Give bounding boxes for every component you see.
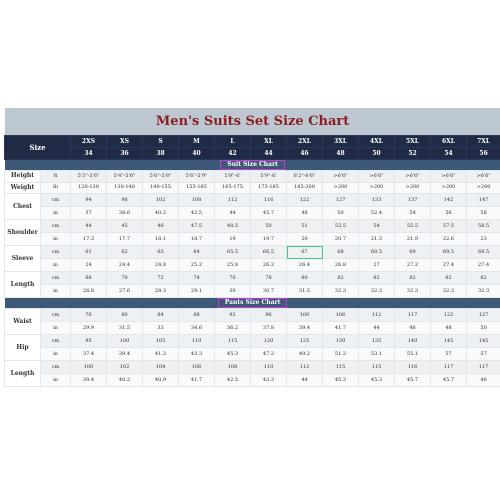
value-cell: 37.8 xyxy=(251,322,287,335)
measure-label: Sleeve xyxy=(5,246,41,272)
size-number-cell: 48 xyxy=(323,148,359,160)
value-cell: 39.4 xyxy=(107,348,143,361)
value-cell: 69.5 xyxy=(431,246,467,259)
value-cell: 24.4 xyxy=(107,259,143,272)
pants-section-title: Pants Size Chart xyxy=(218,298,288,308)
value-cell: 5'6"-5'8" xyxy=(143,171,179,183)
measure-label: Hip xyxy=(5,335,41,361)
value-cell: 108 xyxy=(215,361,251,374)
unit-cell: cm xyxy=(41,194,71,207)
pants-section-header-row xyxy=(5,298,500,309)
value-cell: 48.5 xyxy=(215,220,251,233)
value-cell: 140-155 xyxy=(143,182,179,194)
value-cell: 26.8 xyxy=(323,259,359,272)
value-cell: 106 xyxy=(179,361,215,374)
value-cell: 20.7 xyxy=(323,233,359,246)
value-cell: 45.7 xyxy=(431,374,467,387)
table-row xyxy=(5,309,500,322)
value-cell: 82 xyxy=(359,272,395,285)
value-cell: >200 xyxy=(323,182,359,194)
suit-section-title: Suit Size Chart xyxy=(220,160,285,170)
value-cell: 19 xyxy=(215,233,251,246)
value-cell: 25.2 xyxy=(179,259,215,272)
size-letter-cell: 7XL xyxy=(467,136,500,148)
value-cell: 120-130 xyxy=(71,182,107,194)
value-cell: 48 xyxy=(431,322,467,335)
value-cell: >200 xyxy=(395,182,431,194)
measure-label: Shoulder xyxy=(5,220,41,246)
value-cell: 41.7 xyxy=(179,374,215,387)
value-cell: 76 xyxy=(71,309,107,322)
size-number-cell: 50 xyxy=(359,148,395,160)
size-letter-cell: 2XL xyxy=(287,136,323,148)
value-cell: 145 xyxy=(431,335,467,348)
value-cell: 130-140 xyxy=(107,182,143,194)
value-cell: 117 xyxy=(467,361,500,374)
value-cell: 54 xyxy=(359,220,395,233)
value-cell: 84 xyxy=(143,309,179,322)
size-letter-cell: 3XL xyxy=(323,136,359,148)
value-cell: 76 xyxy=(215,272,251,285)
value-cell: 40.2 xyxy=(107,374,143,387)
value-cell: 105 xyxy=(143,335,179,348)
value-cell: 64 xyxy=(179,246,215,259)
value-cell: 40.2 xyxy=(143,207,179,220)
table-row xyxy=(5,348,500,361)
size-letters-row xyxy=(5,136,500,148)
value-cell: 112 xyxy=(287,361,323,374)
value-cell: 95 xyxy=(71,335,107,348)
value-cell: 94 xyxy=(71,194,107,207)
value-cell: 127 xyxy=(323,194,359,207)
value-cell: 50 xyxy=(251,220,287,233)
value-cell: 42.5 xyxy=(179,207,215,220)
size-letter-cell: S xyxy=(143,136,179,148)
value-cell: 68 xyxy=(323,246,359,259)
unit-cell: cm xyxy=(41,309,71,322)
value-cell: >200 xyxy=(467,182,500,194)
value-cell: 43.3 xyxy=(251,374,287,387)
value-cell: 82 xyxy=(467,272,500,285)
size-number-cell: 38 xyxy=(143,148,179,160)
value-cell: >6'6" xyxy=(359,171,395,183)
value-cell: 65.5 xyxy=(215,246,251,259)
value-cell: 125 xyxy=(287,335,323,348)
size-numbers-row xyxy=(5,148,500,160)
value-cell: 46 xyxy=(395,322,431,335)
size-number-cell: 52 xyxy=(395,148,431,160)
measure-label: Chest xyxy=(5,194,41,220)
unit-cell: in xyxy=(41,207,71,220)
value-cell: 66.5 xyxy=(251,246,287,259)
value-cell: 42.5 xyxy=(215,374,251,387)
value-cell: 117 xyxy=(431,361,467,374)
value-cell: 26.8 xyxy=(71,285,107,298)
value-cell: 106 xyxy=(323,309,359,322)
table-row xyxy=(5,374,500,387)
table-row xyxy=(5,322,500,335)
value-cell: 45.3 xyxy=(359,374,395,387)
table-row xyxy=(5,207,500,220)
value-cell: 26.2 xyxy=(251,259,287,272)
size-letter-cell: 4XL xyxy=(359,136,395,148)
value-cell: 46 xyxy=(467,374,500,387)
value-cell: 135 xyxy=(359,335,395,348)
value-cell: 165-175 xyxy=(215,182,251,194)
size-letter-cell: L xyxy=(215,136,251,148)
value-cell: 20 xyxy=(287,233,323,246)
value-cell: 115 xyxy=(359,361,395,374)
value-cell: 30.7 xyxy=(251,285,287,298)
value-cell: 39.4 xyxy=(71,374,107,387)
value-cell: 102 xyxy=(143,194,179,207)
size-number-cell: 54 xyxy=(431,148,467,160)
table-row xyxy=(5,246,500,259)
title-row xyxy=(5,108,500,136)
value-cell: 36.2 xyxy=(215,322,251,335)
value-cell: 78 xyxy=(251,272,287,285)
value-cell: 40.9 xyxy=(143,374,179,387)
value-cell: 44 xyxy=(215,207,251,220)
value-cell: 19.7 xyxy=(251,233,287,246)
size-number-cell: 46 xyxy=(287,148,323,160)
chart-title: Men's Suits Set Size Chart xyxy=(155,114,350,129)
value-cell: 52.4 xyxy=(359,207,395,220)
value-cell: 54 xyxy=(395,207,431,220)
table-row xyxy=(5,182,500,194)
value-cell: 137 xyxy=(395,194,431,207)
value-cell: 44 xyxy=(287,374,323,387)
value-cell: 30 xyxy=(215,285,251,298)
value-cell: 17.3 xyxy=(71,233,107,246)
value-cell: 110 xyxy=(251,361,287,374)
unit-cell: cm xyxy=(41,246,71,259)
value-cell: 58.5 xyxy=(467,220,500,233)
value-cell: 115 xyxy=(323,361,359,374)
unit-cell: lb xyxy=(41,182,71,194)
value-cell: 52.5 xyxy=(323,220,359,233)
value-cell: 28.3 xyxy=(143,285,179,298)
value-cell: 57.5 xyxy=(431,220,467,233)
value-cell: 72 xyxy=(143,272,179,285)
value-cell: 68 xyxy=(71,272,107,285)
value-cell: 98 xyxy=(107,194,143,207)
value-cell: 5'9"-6' xyxy=(251,171,287,183)
value-cell: 41.3 xyxy=(143,348,179,361)
value-cell: 47.5 xyxy=(179,220,215,233)
value-cell: 82 xyxy=(431,272,467,285)
value-cell: 88 xyxy=(179,309,215,322)
value-cell: 80 xyxy=(107,309,143,322)
value-cell: 108 xyxy=(179,194,215,207)
value-cell: 5'6"-5'9" xyxy=(179,171,215,183)
value-cell: 33 xyxy=(143,322,179,335)
value-cell: 100 xyxy=(71,361,107,374)
value-cell: 29.1 xyxy=(179,285,215,298)
size-number-cell: 42 xyxy=(215,148,251,160)
value-cell: >6'6" xyxy=(323,171,359,183)
table-row xyxy=(5,171,500,183)
value-cell: 51.2 xyxy=(323,348,359,361)
size-letter-cell: 6XL xyxy=(431,136,467,148)
value-cell: 21.3 xyxy=(359,233,395,246)
value-cell: >200 xyxy=(431,182,467,194)
table-row xyxy=(5,233,500,246)
unit-cell: ft xyxy=(41,171,71,183)
value-cell: 120 xyxy=(251,335,287,348)
value-cell: >6'6" xyxy=(431,171,467,183)
value-cell: 68.5 xyxy=(359,246,395,259)
value-cell: 102 xyxy=(107,361,143,374)
unit-cell: in xyxy=(41,348,71,361)
value-cell: >200 xyxy=(359,182,395,194)
value-cell: >6'6" xyxy=(395,171,431,183)
value-cell: 44 xyxy=(71,220,107,233)
value-cell: 43.3 xyxy=(179,348,215,361)
value-cell: 122 xyxy=(431,309,467,322)
measure-label: Height xyxy=(5,171,41,183)
value-cell: 34.6 xyxy=(179,322,215,335)
unit-cell: in xyxy=(41,233,71,246)
value-cell: 53.1 xyxy=(359,348,395,361)
value-cell: 27.2 xyxy=(395,259,431,272)
value-cell: 45.3 xyxy=(323,374,359,387)
value-cell: 27.4 xyxy=(431,259,467,272)
value-cell: 100 xyxy=(287,309,323,322)
value-cell: 61 xyxy=(71,246,107,259)
measure-label: Length xyxy=(5,361,41,387)
measure-label: Waist xyxy=(5,309,41,335)
table-row xyxy=(5,194,500,207)
value-cell: 37 xyxy=(71,207,107,220)
value-cell: 55.5 xyxy=(395,220,431,233)
value-cell: 47.2 xyxy=(251,348,287,361)
size-letter-cell: 5XL xyxy=(395,136,431,148)
size-number-cell: 34 xyxy=(71,148,107,160)
table-row xyxy=(5,259,500,272)
value-cell: 155-165 xyxy=(179,182,215,194)
value-cell: 45.3 xyxy=(215,348,251,361)
size-number-cell: 40 xyxy=(179,148,215,160)
value-cell: 74 xyxy=(179,272,215,285)
value-cell: 26.4 xyxy=(287,259,323,272)
value-cell: 67 xyxy=(287,246,323,259)
suit-section-header-row xyxy=(5,160,500,171)
value-cell: 57 xyxy=(467,348,500,361)
value-cell: 32.3 xyxy=(467,285,500,298)
unit-cell: in xyxy=(41,374,71,387)
value-cell: 46 xyxy=(143,220,179,233)
table-row xyxy=(5,220,500,233)
size-letter-cell: XS xyxy=(107,136,143,148)
value-cell: 112 xyxy=(359,309,395,322)
value-cell: 27 xyxy=(359,259,395,272)
value-cell: 45 xyxy=(107,220,143,233)
value-cell: 41.7 xyxy=(323,322,359,335)
table-row xyxy=(5,361,500,374)
size-chart xyxy=(4,108,496,394)
value-cell: 50 xyxy=(323,207,359,220)
value-cell: 51 xyxy=(287,220,323,233)
value-cell: 32.3 xyxy=(359,285,395,298)
value-cell: 70 xyxy=(107,272,143,285)
value-cell: 116 xyxy=(395,361,431,374)
value-cell: 82 xyxy=(395,272,431,285)
unit-cell: in xyxy=(41,259,71,272)
value-cell: 32.3 xyxy=(323,285,359,298)
value-cell: 82 xyxy=(323,272,359,285)
value-cell: 116 xyxy=(251,194,287,207)
value-cell: 27.6 xyxy=(107,285,143,298)
size-letter-cell: 2XS xyxy=(71,136,107,148)
size-number-cell: 36 xyxy=(107,148,143,160)
table-row xyxy=(5,272,500,285)
value-cell: 140 xyxy=(395,335,431,348)
value-cell: 31.5 xyxy=(107,322,143,335)
value-cell: 22.6 xyxy=(431,233,467,246)
value-cell: 50 xyxy=(467,322,500,335)
value-cell: 58 xyxy=(467,207,500,220)
unit-cell: cm xyxy=(41,272,71,285)
value-cell: 117 xyxy=(395,309,431,322)
value-cell: 100 xyxy=(107,335,143,348)
value-cell: 23 xyxy=(467,233,500,246)
value-cell: 5'4"-5'6" xyxy=(107,171,143,183)
unit-cell: in xyxy=(41,285,71,298)
value-cell: 49.2 xyxy=(287,348,323,361)
size-number-cell: 56 xyxy=(467,148,500,160)
value-cell: 44 xyxy=(359,322,395,335)
value-cell: 27.4 xyxy=(467,259,500,272)
value-cell: 45.7 xyxy=(251,207,287,220)
value-cell: 32.3 xyxy=(431,285,467,298)
value-cell: 55.1 xyxy=(395,348,431,361)
value-cell: 17.7 xyxy=(107,233,143,246)
value-cell: 104 xyxy=(143,361,179,374)
value-cell: 38.6 xyxy=(107,207,143,220)
value-cell: 185-200 xyxy=(287,182,323,194)
value-cell: 24.8 xyxy=(143,259,179,272)
value-cell: 25.8 xyxy=(215,259,251,272)
value-cell: 21.9 xyxy=(395,233,431,246)
value-cell: 18.7 xyxy=(179,233,215,246)
value-cell: 45.7 xyxy=(395,374,431,387)
value-cell: 31.5 xyxy=(287,285,323,298)
size-label: Size xyxy=(5,136,71,160)
value-cell: 122 xyxy=(287,194,323,207)
measure-label: Weight xyxy=(5,182,41,194)
size-letter-cell: M xyxy=(179,136,215,148)
value-cell: 115 xyxy=(215,335,251,348)
value-cell: 127 xyxy=(467,309,500,322)
value-cell: 142 xyxy=(431,194,467,207)
value-cell: 112 xyxy=(215,194,251,207)
table-row xyxy=(5,335,500,348)
value-cell: 48 xyxy=(287,207,323,220)
value-cell: 69.5 xyxy=(467,246,500,259)
unit-cell: cm xyxy=(41,361,71,374)
value-cell: 37.4 xyxy=(71,348,107,361)
value-cell: 24 xyxy=(71,259,107,272)
measure-label: Length xyxy=(5,272,41,298)
value-cell: 5'3"-5'6" xyxy=(71,171,107,183)
value-cell: 29.9 xyxy=(71,322,107,335)
unit-cell: cm xyxy=(41,220,71,233)
value-cell: 110 xyxy=(179,335,215,348)
value-cell: 96 xyxy=(251,309,287,322)
value-cell: 92 xyxy=(215,309,251,322)
value-cell: 32.3 xyxy=(395,285,431,298)
value-cell: 57 xyxy=(431,348,467,361)
value-cell: 39.4 xyxy=(287,322,323,335)
value-cell: 147 xyxy=(467,194,500,207)
value-cell: 18.1 xyxy=(143,233,179,246)
value-cell: 80 xyxy=(287,272,323,285)
size-number-cell: 44 xyxy=(251,148,287,160)
table-row xyxy=(5,285,500,298)
unit-cell: cm xyxy=(41,335,71,348)
size-letter-cell: XL xyxy=(251,136,287,148)
value-cell: 175-185 xyxy=(251,182,287,194)
value-cell: 6'2"-6'6" xyxy=(287,171,323,183)
value-cell: 130 xyxy=(323,335,359,348)
unit-cell: in xyxy=(41,322,71,335)
value-cell: 69 xyxy=(395,246,431,259)
value-cell: 133 xyxy=(359,194,395,207)
size-chart-table xyxy=(4,108,500,387)
value-cell: 145 xyxy=(467,335,500,348)
value-cell: 56 xyxy=(431,207,467,220)
value-cell: 5'9"-6' xyxy=(215,171,251,183)
value-cell: >6'6" xyxy=(467,171,500,183)
value-cell: 63 xyxy=(143,246,179,259)
value-cell: 62 xyxy=(107,246,143,259)
